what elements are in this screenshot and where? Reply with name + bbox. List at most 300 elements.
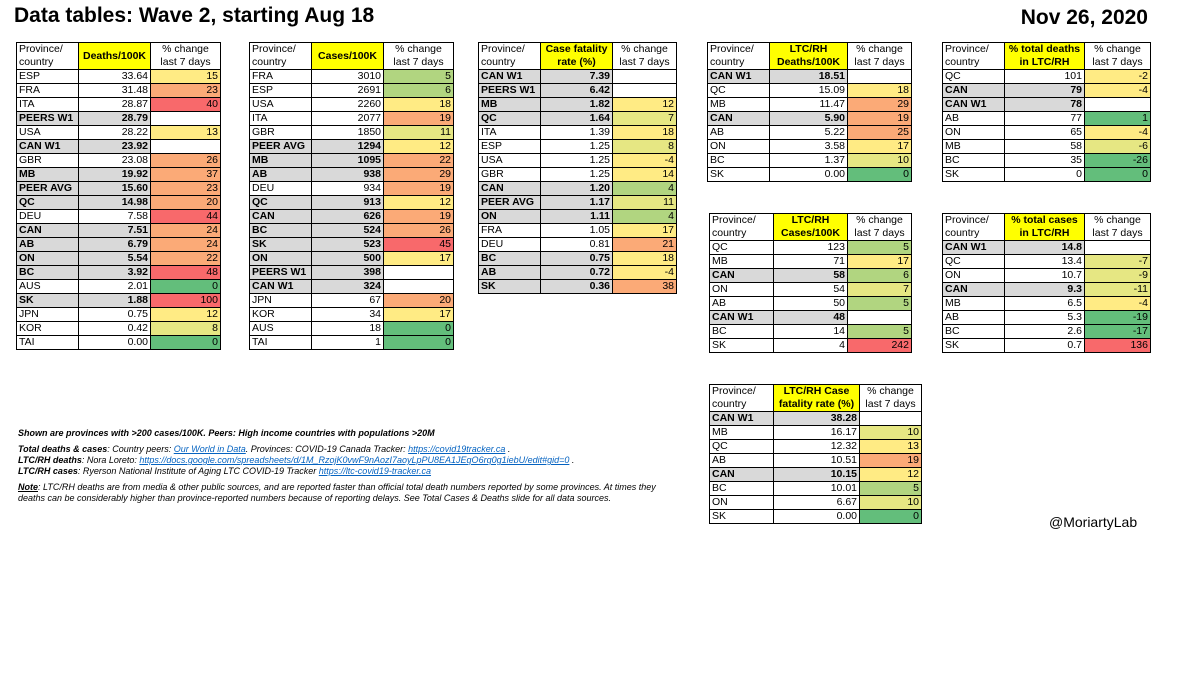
table-row <box>17 196 221 210</box>
region-cell: AB <box>943 311 1005 325</box>
table-row <box>17 84 221 98</box>
change-cell: 0 <box>384 322 454 336</box>
value-cell: 1.82 <box>541 98 613 112</box>
region-cell: SK <box>479 280 541 294</box>
region-cell: PEERS W1 <box>17 112 79 126</box>
region-cell: CAN <box>943 283 1005 297</box>
region-cell: BC <box>710 482 774 496</box>
table-row <box>250 182 454 196</box>
region-cell: CAN W1 <box>943 98 1005 112</box>
column-header: % change last 7 days <box>1085 43 1151 70</box>
region-cell: ESP <box>250 84 312 98</box>
value-cell: 10.7 <box>1005 269 1085 283</box>
notes-intro: Shown are provinces with >200 cases/100K. Peers: High income countries with populations >20M <box>18 428 435 438</box>
value-cell: 101 <box>1005 70 1085 84</box>
region-cell: JPN <box>17 308 79 322</box>
region-cell: TAI <box>250 336 312 350</box>
table-header-row <box>479 43 677 70</box>
report-date: Nov 26, 2020 <box>1020 6 1148 29</box>
value-cell: 28.79 <box>79 112 151 126</box>
region-cell: AUS <box>17 280 79 294</box>
table-row <box>708 98 912 112</box>
data-table <box>707 42 912 182</box>
table-row <box>708 154 912 168</box>
region-cell: BC <box>708 154 770 168</box>
region-cell: KOR <box>17 322 79 336</box>
change-cell: 6 <box>384 84 454 98</box>
change-cell: 44 <box>151 210 221 224</box>
region-cell: ESP <box>479 140 541 154</box>
value-cell: 18 <box>312 322 384 336</box>
value-cell: 1 <box>312 336 384 350</box>
table-row <box>479 168 677 182</box>
change-cell: 0 <box>151 280 221 294</box>
change-cell: 6 <box>848 269 912 283</box>
table-header-row <box>943 43 1151 70</box>
table-row <box>479 84 677 98</box>
value-cell: 524 <box>312 224 384 238</box>
change-cell: 17 <box>613 224 677 238</box>
table-row <box>479 196 677 210</box>
region-cell: USA <box>479 154 541 168</box>
column-header: Cases/100K <box>312 43 384 70</box>
region-cell: PEERS W1 <box>250 266 312 280</box>
region-cell: SK <box>943 168 1005 182</box>
change-cell: 12 <box>384 196 454 210</box>
change-cell: 7 <box>848 283 912 297</box>
table-row <box>943 70 1151 84</box>
value-cell: 0.75 <box>79 308 151 322</box>
table-row <box>479 182 677 196</box>
table-row <box>708 84 912 98</box>
region-cell: CAN <box>710 468 774 482</box>
value-cell: 0.42 <box>79 322 151 336</box>
table-row <box>479 266 677 280</box>
region-cell: SK <box>710 339 774 353</box>
value-cell: 15.09 <box>770 84 848 98</box>
column-header: % change last 7 days <box>848 43 912 70</box>
column-header: Province/ country <box>710 385 774 412</box>
value-cell: 2260 <box>312 98 384 112</box>
value-cell: 10.51 <box>774 454 860 468</box>
table-row <box>710 482 922 496</box>
change-cell: 8 <box>151 322 221 336</box>
table-row <box>479 98 677 112</box>
value-cell: 11.47 <box>770 98 848 112</box>
table-row <box>250 322 454 336</box>
change-cell: -17 <box>1085 325 1151 339</box>
region-cell: ON <box>17 252 79 266</box>
value-cell: 9.3 <box>1005 283 1085 297</box>
table-row <box>710 510 922 524</box>
change-cell: 21 <box>613 238 677 252</box>
region-cell: ITA <box>479 126 541 140</box>
change-cell: 19 <box>384 112 454 126</box>
value-cell: 78 <box>1005 98 1085 112</box>
value-cell: 1.05 <box>541 224 613 238</box>
change-cell: 5 <box>848 241 912 255</box>
change-cell: 22 <box>151 252 221 266</box>
change-cell: 10 <box>848 154 912 168</box>
region-cell: AB <box>710 297 774 311</box>
value-cell: 2077 <box>312 112 384 126</box>
table-row <box>17 154 221 168</box>
table-row <box>708 126 912 140</box>
table-row <box>479 280 677 294</box>
notes-section <box>18 428 678 509</box>
region-cell: MB <box>17 168 79 182</box>
table-row <box>250 210 454 224</box>
source-text: : Nora Loreto: <box>81 455 140 465</box>
change-cell: 0 <box>1085 168 1151 182</box>
table-row <box>17 238 221 252</box>
value-cell: 324 <box>312 280 384 294</box>
table-ltc-cases <box>709 213 912 353</box>
change-cell: 19 <box>384 210 454 224</box>
change-cell: -9 <box>1085 269 1151 283</box>
value-cell: 15.60 <box>79 182 151 196</box>
column-header: % change last 7 days <box>613 43 677 70</box>
source-text: . Provinces: COVID-19 Canada Tracker: <box>245 444 409 454</box>
region-cell: ON <box>479 210 541 224</box>
change-cell: 5 <box>384 70 454 84</box>
change-cell: 13 <box>151 126 221 140</box>
change-cell: 38 <box>613 280 677 294</box>
region-cell: MB <box>708 98 770 112</box>
value-cell: 77 <box>1005 112 1085 126</box>
data-table <box>478 42 677 294</box>
region-cell: FRA <box>250 70 312 84</box>
region-cell: QC <box>710 241 774 255</box>
change-cell: 17 <box>384 252 454 266</box>
value-cell: 14.98 <box>79 196 151 210</box>
table-row <box>479 126 677 140</box>
note-text: : LTC/RH deaths are from media & other public sources, and are reported faster than official total death numbers reported by some provinces. At times they deaths can be considerably higher than province-reported numbers because of reporting delays. See Total Cases & Deaths slide for all data sources. <box>18 482 656 503</box>
region-cell: AB <box>710 454 774 468</box>
value-cell: 934 <box>312 182 384 196</box>
change-cell: 136 <box>1085 339 1151 353</box>
table-row <box>479 154 677 168</box>
column-header: Deaths/100K <box>79 43 151 70</box>
value-cell: 6.67 <box>774 496 860 510</box>
table-row <box>708 112 912 126</box>
change-cell: 20 <box>151 196 221 210</box>
change-cell: 18 <box>613 252 677 266</box>
table-row <box>250 154 454 168</box>
table-row <box>250 224 454 238</box>
value-cell: 1.17 <box>541 196 613 210</box>
value-cell: 3010 <box>312 70 384 84</box>
table-row <box>17 322 221 336</box>
column-header: % change last 7 days <box>384 43 454 70</box>
value-cell: 4 <box>774 339 848 353</box>
value-cell: 0 <box>1005 168 1085 182</box>
region-cell: USA <box>250 98 312 112</box>
notes-sources <box>18 444 678 477</box>
data-table <box>249 42 454 350</box>
value-cell: 5.3 <box>1005 311 1085 325</box>
value-cell: 7.58 <box>79 210 151 224</box>
region-cell: AB <box>250 168 312 182</box>
change-cell <box>1085 241 1151 255</box>
value-cell: 14.8 <box>1005 241 1085 255</box>
table-row <box>250 84 454 98</box>
value-cell: 19.92 <box>79 168 151 182</box>
value-cell: 0.36 <box>541 280 613 294</box>
table-row <box>17 224 221 238</box>
table-row <box>710 339 912 353</box>
region-cell: QC <box>250 196 312 210</box>
column-header: Case fatality rate (%) <box>541 43 613 70</box>
region-cell: ITA <box>250 112 312 126</box>
region-cell: BC <box>250 224 312 238</box>
change-cell: 18 <box>848 84 912 98</box>
region-cell: FRA <box>17 84 79 98</box>
page-title: Data tables: Wave 2, starting Aug 18 <box>14 4 375 27</box>
value-cell: 14 <box>774 325 848 339</box>
table-row <box>17 182 221 196</box>
region-cell: ON <box>943 126 1005 140</box>
table-row <box>250 294 454 308</box>
change-cell: 40 <box>151 98 221 112</box>
value-cell: 1095 <box>312 154 384 168</box>
region-cell: CAN <box>708 112 770 126</box>
region-cell: AB <box>479 266 541 280</box>
value-cell: 58 <box>1005 140 1085 154</box>
change-cell: 0 <box>860 510 922 524</box>
table-header-row <box>710 214 912 241</box>
value-cell: 10.15 <box>774 468 860 482</box>
value-cell: 913 <box>312 196 384 210</box>
change-cell <box>860 412 922 426</box>
column-header: % change last 7 days <box>848 214 912 241</box>
change-cell: -11 <box>1085 283 1151 297</box>
region-cell: GBR <box>479 168 541 182</box>
region-cell: CAN W1 <box>250 280 312 294</box>
change-cell: 26 <box>384 224 454 238</box>
change-cell: 12 <box>613 98 677 112</box>
region-cell: QC <box>710 440 774 454</box>
column-header: % change last 7 days <box>860 385 922 412</box>
table-row <box>943 98 1151 112</box>
table-row <box>17 210 221 224</box>
change-cell: 100 <box>151 294 221 308</box>
table-row <box>250 112 454 126</box>
value-cell: 13.4 <box>1005 255 1085 269</box>
change-cell: -2 <box>1085 70 1151 84</box>
region-cell: QC <box>943 70 1005 84</box>
change-cell: 5 <box>848 297 912 311</box>
value-cell: 0.81 <box>541 238 613 252</box>
column-header: LTC/RH Case fatality rate (%) <box>774 385 860 412</box>
data-table <box>709 384 922 524</box>
table-row <box>710 426 922 440</box>
table-row <box>17 266 221 280</box>
change-cell <box>848 70 912 84</box>
column-header: % change last 7 days <box>1085 214 1151 241</box>
table-row <box>943 154 1151 168</box>
region-cell: GBR <box>17 154 79 168</box>
value-cell: 0.00 <box>774 510 860 524</box>
table-row <box>710 311 912 325</box>
table-row <box>943 255 1151 269</box>
table-row <box>17 98 221 112</box>
value-cell: 1.37 <box>770 154 848 168</box>
table-row <box>943 339 1151 353</box>
table-row <box>479 140 677 154</box>
change-cell: 15 <box>151 70 221 84</box>
source-text: . <box>569 455 575 465</box>
value-cell: 54 <box>774 283 848 297</box>
change-cell: 18 <box>384 98 454 112</box>
change-cell: 12 <box>384 140 454 154</box>
region-cell: KOR <box>250 308 312 322</box>
value-cell: 0.75 <box>541 252 613 266</box>
value-cell: 12.32 <box>774 440 860 454</box>
table-row <box>17 252 221 266</box>
table-row <box>708 140 912 154</box>
table-row <box>479 238 677 252</box>
table-row <box>708 168 912 182</box>
change-cell <box>1085 98 1151 112</box>
change-cell <box>848 311 912 325</box>
column-header: Province/ country <box>479 43 541 70</box>
table-row <box>250 98 454 112</box>
region-cell: CAN <box>250 210 312 224</box>
change-cell: -7 <box>1085 255 1151 269</box>
table-pct-cases <box>942 213 1151 353</box>
change-cell: 19 <box>384 182 454 196</box>
change-cell: 29 <box>848 98 912 112</box>
value-cell: 1.25 <box>541 168 613 182</box>
region-cell: ESP <box>17 70 79 84</box>
change-cell: 7 <box>613 112 677 126</box>
change-cell: 26 <box>151 154 221 168</box>
region-cell: BC <box>17 266 79 280</box>
change-cell: 1 <box>1085 112 1151 126</box>
value-cell: 0.00 <box>770 168 848 182</box>
value-cell: 10.01 <box>774 482 860 496</box>
region-cell: FRA <box>479 224 541 238</box>
value-cell: 123 <box>774 241 848 255</box>
table-row <box>943 112 1151 126</box>
value-cell: 1.39 <box>541 126 613 140</box>
notes-disclaimer <box>18 482 678 504</box>
ltc-tracker-link[interactable]: https://ltc-covid19-tracker.ca <box>318 466 432 476</box>
region-cell: CAN W1 <box>943 241 1005 255</box>
value-cell: 16.17 <box>774 426 860 440</box>
region-cell: PEER AVG <box>17 182 79 196</box>
region-cell: PEERS W1 <box>479 84 541 98</box>
table-row <box>943 269 1151 283</box>
region-cell: CAN W1 <box>17 140 79 154</box>
region-cell: QC <box>708 84 770 98</box>
value-cell: 67 <box>312 294 384 308</box>
value-cell: 5.22 <box>770 126 848 140</box>
value-cell: 38.28 <box>774 412 860 426</box>
value-cell: 1.88 <box>79 294 151 308</box>
region-cell: MB <box>943 297 1005 311</box>
source-label-ltc-cases: LTC/RH cases <box>18 466 78 476</box>
region-cell: ON <box>710 496 774 510</box>
value-cell: 58 <box>774 269 848 283</box>
table-row <box>710 297 912 311</box>
region-cell: MB <box>943 140 1005 154</box>
change-cell: -6 <box>1085 140 1151 154</box>
table-row <box>943 84 1151 98</box>
region-cell: CAN <box>943 84 1005 98</box>
table-row <box>710 454 922 468</box>
table-row <box>250 252 454 266</box>
table-row <box>17 126 221 140</box>
value-cell: 23.92 <box>79 140 151 154</box>
value-cell: 2.01 <box>79 280 151 294</box>
value-cell: 34 <box>312 308 384 322</box>
change-cell: 10 <box>860 426 922 440</box>
change-cell: 0 <box>848 168 912 182</box>
value-cell: 2.6 <box>1005 325 1085 339</box>
change-cell: 25 <box>848 126 912 140</box>
region-cell: MB <box>710 426 774 440</box>
table-row <box>710 412 922 426</box>
region-cell: ITA <box>17 98 79 112</box>
change-cell <box>151 140 221 154</box>
value-cell: 7.51 <box>79 224 151 238</box>
change-cell: 17 <box>848 255 912 269</box>
value-cell: 1.25 <box>541 154 613 168</box>
loreto-sheet-link[interactable]: https://docs.google.com/spreadsheets/d/1M_RzojK0vwF9nAozI7aoyLpPU8EA1JEqO6rq0g1iebU/edit#gid=0 <box>139 455 570 465</box>
source-text: : Ryerson National Institute of Aging LTC COVID-19 Tracker <box>77 466 319 476</box>
value-cell: 18.51 <box>770 70 848 84</box>
value-cell: 500 <box>312 252 384 266</box>
table-row <box>17 70 221 84</box>
table-row <box>250 336 454 350</box>
table-row <box>250 196 454 210</box>
value-cell: 1294 <box>312 140 384 154</box>
column-header: % change last 7 days <box>151 43 221 70</box>
change-cell: 242 <box>848 339 912 353</box>
owid-link[interactable]: Our World in Data <box>173 444 246 454</box>
change-cell: 23 <box>151 84 221 98</box>
note-label: Note <box>18 482 38 492</box>
source-text: : Country peers: <box>107 444 174 454</box>
table-header-row <box>710 385 922 412</box>
change-cell: 19 <box>848 112 912 126</box>
change-cell: 12 <box>151 308 221 322</box>
region-cell: MB <box>250 154 312 168</box>
region-cell: CAN W1 <box>479 70 541 84</box>
table-row <box>250 140 454 154</box>
region-cell: DEU <box>250 182 312 196</box>
value-cell: 1.64 <box>541 112 613 126</box>
value-cell: 0.72 <box>541 266 613 280</box>
value-cell: 79 <box>1005 84 1085 98</box>
change-cell: 0 <box>151 336 221 350</box>
region-cell: PEER AVG <box>479 196 541 210</box>
data-table <box>942 42 1151 182</box>
region-cell: AB <box>17 238 79 252</box>
region-cell: TAI <box>17 336 79 350</box>
table-row <box>710 283 912 297</box>
value-cell: 7.39 <box>541 70 613 84</box>
table-row <box>17 294 221 308</box>
region-cell: SK <box>943 339 1005 353</box>
region-cell: AUS <box>250 322 312 336</box>
covid19tracker-link[interactable]: https://covid19tracker.ca <box>408 444 506 454</box>
change-cell: 24 <box>151 224 221 238</box>
change-cell: 5 <box>848 325 912 339</box>
change-cell: 17 <box>848 140 912 154</box>
